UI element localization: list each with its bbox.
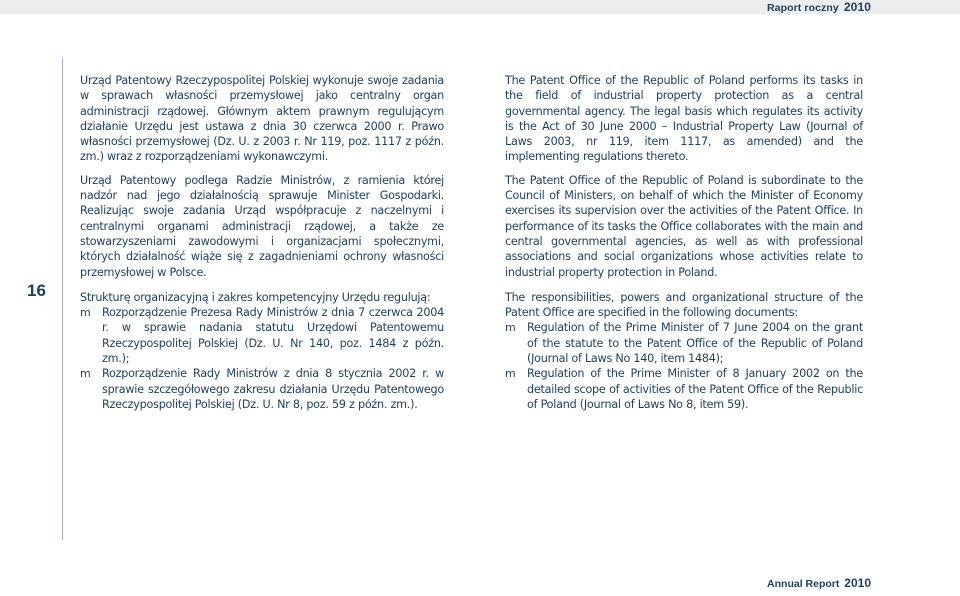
list-item-text: Regulation of the Prime Minister of 8 January 2002 on the detailed scope of activities of the Patent Office of the Republic of Poland (Journal of Laws No 8, item 59). [527,367,863,411]
paragraph: Urząd Patentowy Rzeczypospolitej Polskiej wykonuje swoje zadania w sprawach własności przemysłowej jako centralny organ administracji rządowej. Głównym aktem prawnym regulującym działanie Urzędu jest ustawa z dnia 30 czerwca 2000 r. Prawo własności przemysłowej (Dz. U. z 2003 r. Nr 119, poz. 1117 z późn. zm.) wraz z rozporządzeniami wykonawczymi. [80,74,444,164]
paragraph: The Patent Office of the Republic of Poland is subordinate to the Council of Ministers, on behalf of which the Minister of Economy exercises its supervision over the activities of the Patent Office. In performance of its tasks the Office collaborates with the main and central governmental agencies, as well as with professional associations and social organizations whose activities relate to industrial property protection in Poland. [505,173,863,279]
regulations-list [80,305,444,412]
list-item [505,320,863,366]
polish-column [80,73,444,412]
list-item-text: Rozporządzenie Rady Ministrów z dnia 8 stycznia 2002 r. w sprawie szczegółowego zakresu działania Urzędu Patentowego Rzeczypospolitej Polskiej (Dz. U. Nr 8, poz. 59 z późn. zm.). [102,367,444,411]
list-item [80,305,444,366]
bullet-icon: m [505,321,516,335]
english-column [505,73,863,412]
documents-list [505,320,863,412]
list-item-text: Regulation of the Prime Minister of 7 June 2004 on the grant of the statute to the Patent Office of the Republic of Poland (Journal of Laws No 140, item 1484); [527,321,863,366]
header-year: 2010 [843,0,871,14]
list-item [505,366,863,412]
page-number: 16 [27,281,46,300]
list-intro: Strukturę organizacyjną i zakres kompetencyjny Urzędu regulują: [80,290,431,304]
header-title [767,0,871,14]
paragraph: Urząd Patentowy podlega Radzie Ministrów, z ramienia której nadzór nad jego działalnością sprawuje Minister Gospodarki. Realizując swoje zadania Urząd współpracuje z naczelnymi i centralnymi organami administracji rządowej, a także ze stowarzyszeniami zawodowymi i organizacjami społecznymi, których działalność wiąże się z zagadnieniami ochrony własności przemysłowej w Polsce. [80,173,444,279]
footer-title: Annual Report [767,578,840,590]
margin-divider [62,58,63,540]
bullet-icon: m [505,367,516,381]
bullet-icon: m [80,306,91,320]
bullet-icon: m [80,367,91,381]
paragraph: The Patent Office of the Republic of Poland performs its tasks in the field of industrial property protection as a central governmental agency. The legal basis which regulates its activity is the Act of 30 June 2000 – Industrial Property Law (Journal of Laws 2003, nr 119, item 1117, as amended) and the implementing regulations thereto. [505,74,863,164]
list-item [80,366,444,412]
footer [767,576,871,590]
list-intro: The responsibilities, powers and organizational structure of the Patent Office are specified in the following documents: [505,290,863,320]
header-bar [0,0,960,14]
footer-year: 2010 [844,576,871,590]
list-item-text: Rozporządzenie Prezesa Rady Ministrów z dnia 7 czerwca 2004 r. w sprawie nadania statutu Urzędowi Patentowemu Rzeczypospolitej Polskiej (Dz. U. Nr 140, poz. 1484 z późn. zm.); [102,306,444,366]
header-title-text: Raport roczny [766,2,839,14]
